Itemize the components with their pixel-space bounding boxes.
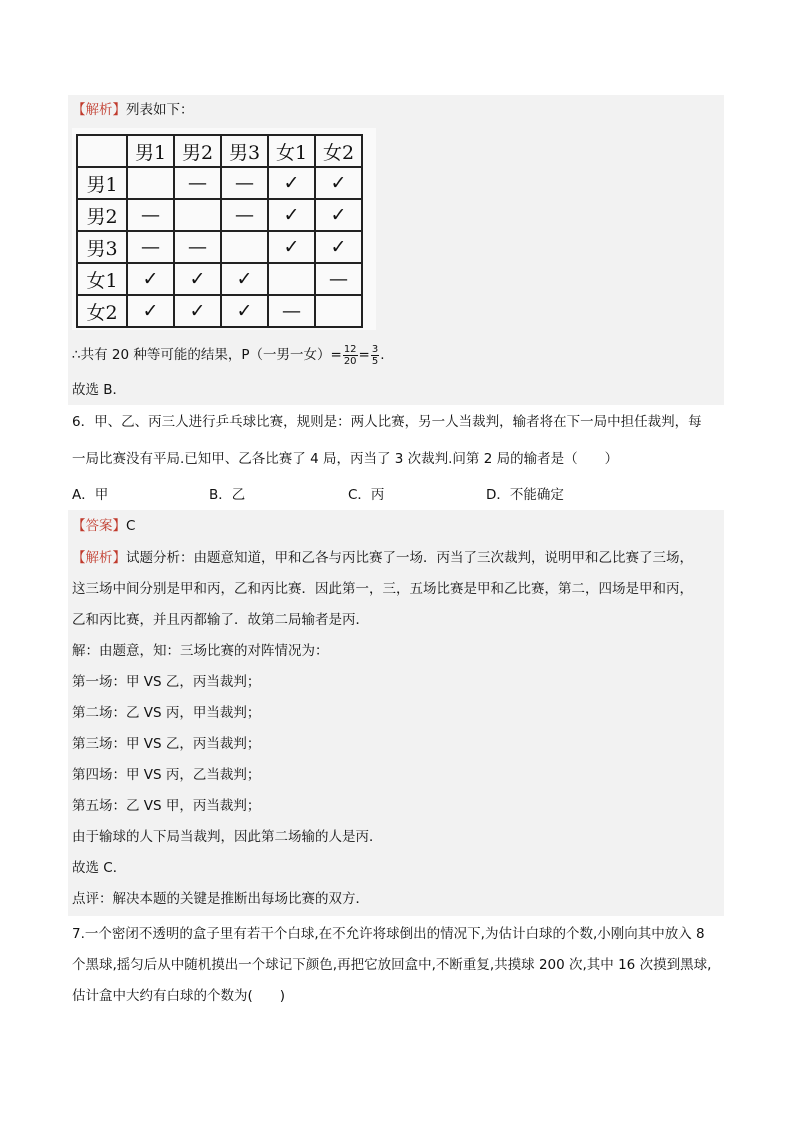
row-header: 男3	[77, 231, 127, 263]
row-header: 女2	[77, 295, 127, 327]
analysis1-intro: 列表如下：	[126, 102, 194, 118]
table-cell: —	[221, 167, 268, 199]
analysis2-line-11: 故选 C．	[72, 860, 127, 876]
table-cell: ✓	[315, 167, 362, 199]
q6-option-a: A．甲	[72, 487, 109, 503]
analysis2-line-10: 由于输球的人下局当裁判，因此第二场输的人是丙．	[72, 829, 383, 845]
analysis2-line-12: 点评：解决本题的关键是推断出每场比赛的双方．	[72, 891, 369, 907]
analysis2-line-6: 第二场：乙 VS 丙，甲当裁判；	[72, 705, 261, 721]
q6-option-b: B．乙	[209, 487, 246, 503]
table-row	[77, 199, 362, 231]
table-cell: —	[127, 231, 174, 263]
table-cell: ✓	[268, 231, 315, 263]
col-header: 男3	[221, 135, 268, 167]
q7-line-1: 7.一个密闭不透明的盒子里有若干个白球,在不允许将球倒出的情况下,为估计白球的个数,小刚向其中放入 8	[72, 926, 705, 942]
analysis2-line-2: 这三场中间分别是甲和丙，乙和丙比赛．因此第一，三，五场比赛是甲和乙比赛，第二，四场是甲和丙，	[72, 581, 693, 597]
answer-line	[72, 516, 135, 536]
table-cell: ✓	[315, 231, 362, 263]
table-cell	[315, 295, 362, 327]
table-cell: ✓	[174, 295, 221, 327]
analysis-tag: 【解析】	[72, 550, 126, 566]
col-header: 女1	[268, 135, 315, 167]
fraction-3-5	[371, 344, 379, 367]
fraction-numerator: 3	[371, 343, 379, 355]
analysis-tag: 【解析】	[72, 102, 126, 118]
analysis1-header	[72, 100, 194, 120]
table-cell: ✓	[174, 263, 221, 295]
col-header: 男2	[174, 135, 221, 167]
result-prefix: ∴共有 20 种等可能的结果，P（一男一女）=	[72, 347, 342, 363]
table-row	[77, 263, 362, 295]
table-cell: ✓	[315, 199, 362, 231]
table-cell: —	[127, 199, 174, 231]
row-header: 男1	[77, 167, 127, 199]
table-cell	[221, 231, 268, 263]
table-cell: ✓	[221, 263, 268, 295]
analysis2-line-8: 第四场：甲 VS 丙，乙当裁判；	[72, 767, 261, 783]
table-header-row	[77, 135, 362, 167]
table-row	[77, 167, 362, 199]
analysis2-line-5: 第一场：甲 VS 乙，丙当裁判；	[72, 674, 261, 690]
analysis2-text: 试题分析：由题意知道，甲和乙各与丙比赛了一场．丙当了三次裁判，说明甲和乙比赛了三场，	[126, 550, 693, 566]
answer-tag: 【答案】	[72, 518, 126, 534]
row-header: 女1	[77, 263, 127, 295]
analysis2-line-3: 乙和丙比赛，并且丙都输了．故第二局输者是丙．	[72, 612, 369, 628]
analysis2-line-1	[72, 548, 693, 568]
table-cell	[268, 263, 315, 295]
equals-sign: =	[358, 347, 370, 363]
table-row	[77, 295, 362, 327]
q7-line-2: 个黑球,摇匀后从中随机摸出一个球记下颜色,再把它放回盒中,不断重复,共摸球 200 次,其中 16 次摸到黑球,	[72, 957, 712, 973]
table-cell: ✓	[127, 295, 174, 327]
combination-table	[76, 134, 363, 328]
q7-line-3: 估计盒中大约有白球的个数为( )	[72, 988, 286, 1004]
fraction-12-20	[343, 344, 358, 367]
analysis2-line-7: 第三场：甲 VS 乙，丙当裁判；	[72, 736, 261, 752]
answer-value: C	[126, 518, 136, 534]
table-cell: ✓	[268, 199, 315, 231]
fraction-denominator: 20	[343, 355, 357, 367]
probability-result	[72, 340, 385, 370]
table-cell: —	[174, 167, 221, 199]
table-cell	[174, 199, 221, 231]
table-cell: —	[174, 231, 221, 263]
table-cell: —	[315, 263, 362, 295]
table-row	[77, 231, 362, 263]
fraction-denominator: 5	[371, 355, 379, 367]
table-cell: ✓	[268, 167, 315, 199]
row-header: 男2	[77, 199, 127, 231]
table-cell: ✓	[221, 295, 268, 327]
analysis2-line-9: 第五场：乙 VS 甲，丙当裁判；	[72, 798, 261, 814]
table-corner-cell	[77, 135, 127, 167]
fraction-numerator: 12	[343, 343, 357, 355]
q6-line-2: 一局比赛没有平局.已知甲、乙各比赛了 4 局，丙当了 3 次裁判.问第 2 局的输者是（ ）	[72, 451, 619, 467]
analysis1-choose: 故选 B．	[72, 382, 127, 398]
table-cell	[127, 167, 174, 199]
q6-option-c: C．丙	[348, 487, 385, 503]
table-cell: ✓	[127, 263, 174, 295]
q6-option-d: D．不能确定	[486, 487, 564, 503]
col-header: 男1	[127, 135, 174, 167]
q6-line-1: 6．甲、乙、丙三人进行乒乓球比赛，规则是：两人比赛，另一人当裁判，输者将在下一局中担任裁判，每	[72, 414, 702, 430]
col-header: 女2	[315, 135, 362, 167]
table-cell: —	[221, 199, 268, 231]
result-end: .	[380, 347, 385, 363]
analysis2-line-4: 解：由题意，知：三场比赛的对阵情况为：	[72, 643, 329, 659]
table-cell: —	[268, 295, 315, 327]
